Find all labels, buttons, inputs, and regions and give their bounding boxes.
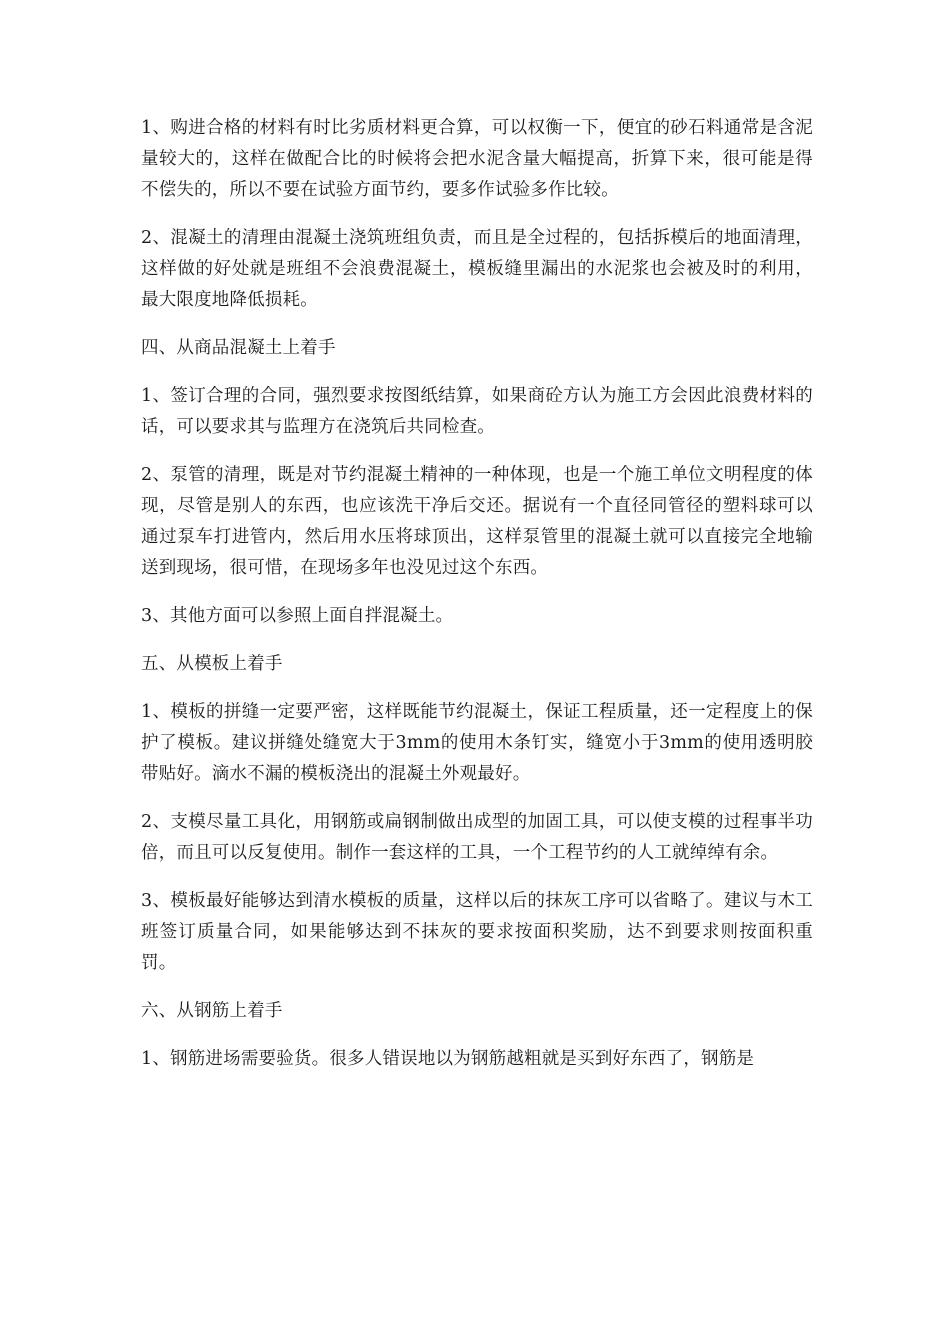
paragraph-fair-faced-formwork: 3、模板最好能够达到清水模板的质量，这样以后的抹灰工序可以省略了。建议与木工班签订质量合同，如果能够达到不抹灰的要求按面积奖励，达不到要求则按面积重罚。	[141, 891, 813, 973]
paragraph-formwork-seams: 1、模板的拼缝一定要严密，这样既能节约混凝土，保证工程质量，还一定程度上的保护了模板。建议拼缝处缝宽大于3mm的使用木条钉实，缝宽小于3mm的使用透明胶带贴好。滴水不漏的模板浇出的混凝土外观最好。	[141, 702, 813, 784]
section-heading-commercial-concrete: 四、从商品混凝土上着手	[141, 338, 336, 358]
paragraph-contract: 1、签订合理的合同，强烈要求按图纸结算，如果商砼方认为施工方会因此浪费材料的话，可以要求其与监理方在浇筑后共同检查。	[141, 386, 813, 437]
paragraph-concrete-cleanup: 2、混凝土的清理由混凝土浇筑班组负责，而且是全过程的，包括拆模后的地面清理，这样做的好处就是班组不会浪费混凝土，模板缝里漏出的水泥浆也会被及时的利用，最大限度地降低损耗。	[141, 228, 813, 310]
paragraph-formwork-tools: 2、支模尽量工具化，用钢筋或扁钢制做出成型的加固工具，可以使支模的过程事半功倍，而且可以反复使用。制作一套这样的工具，一个工程节约的人工就绰绰有余。	[141, 812, 813, 863]
document-body	[141, 113, 813, 1092]
paragraph-rebar-inspection: 1、钢筋进场需要验货。很多人错误地以为钢筋越粗就是买到好东西了，钢筋是	[141, 1049, 755, 1069]
paragraph-material-purchase: 1、购进合格的材料有时比劣质材料更合算，可以权衡一下，便宜的砂石料通常是含泥量较大的，这样在做配合比的时候将会把水泥含量大幅提高，折算下来，很可能是得不偿失的，所以不要在试验方面节约，要多作试验多作比较。	[141, 118, 813, 200]
paragraph-pump-pipe: 2、泵管的清理，既是对节约混凝土精神的一种体现，也是一个施工单位文明程度的体现，尽管是别人的东西，也应该洗干净后交还。据说有一个直径同管径的塑料球可以通过泵车打进管内，然后用水压将球顶出，这样泵管里的混凝土就可以直接完全地输送到现场，很可惜，在现场多年也没见过这个东西。	[141, 465, 813, 578]
section-heading-formwork: 五、从模板上着手	[141, 654, 283, 674]
section-heading-rebar: 六、从钢筋上着手	[141, 1001, 283, 1021]
paragraph-other-aspects: 3、其他方面可以参照上面自拌混凝土。	[141, 606, 454, 626]
